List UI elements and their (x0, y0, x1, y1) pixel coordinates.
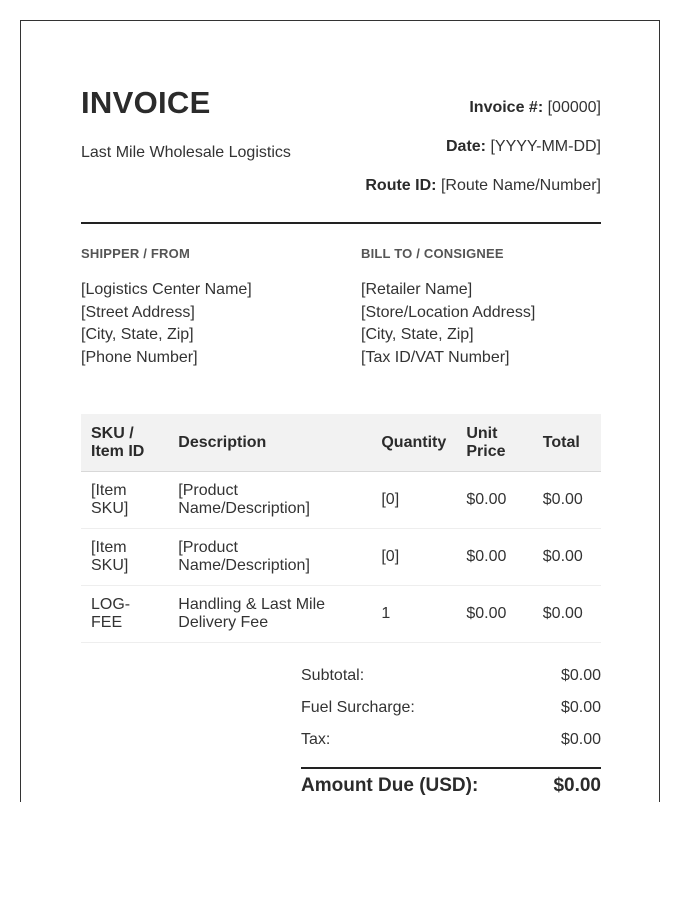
cell-sku: LOG-FEE (81, 586, 168, 643)
cell-sku: [Item SKU] (81, 529, 168, 586)
invoice-meta (365, 98, 601, 215)
cell-total: $0.00 (533, 472, 601, 529)
cell-description: [Product Name/Description] (168, 529, 371, 586)
shipper-line: [City, State, Zip] (81, 326, 194, 343)
invoice-title: INVOICE (81, 85, 211, 120)
table-header-row (81, 414, 601, 472)
invoice-number-row (365, 98, 601, 137)
cell-unit-price: $0.00 (456, 529, 532, 586)
shipper-heading: SHIPPER / FROM (81, 246, 190, 261)
subtotal-row (301, 665, 601, 697)
cell-quantity: [0] (371, 529, 456, 586)
column-header-unit-price: Unit Price (456, 414, 532, 472)
cell-description: [Product Name/Description] (168, 472, 371, 529)
invoice-number-value: [00000] (547, 99, 601, 116)
cell-total: $0.00 (533, 586, 601, 643)
invoice-number-label: Invoice #: (469, 99, 544, 116)
cell-sku: [Item SKU] (81, 472, 168, 529)
cell-quantity: 1 (371, 586, 456, 643)
bill-to-line: [Store/Location Address] (361, 303, 536, 321)
tax-value: $0.00 (560, 731, 601, 748)
totals-divider (301, 767, 601, 769)
shipper-block (81, 246, 341, 369)
cell-description: Handling & Last Mile Delivery Fee (168, 586, 371, 643)
cell-unit-price: $0.00 (456, 472, 532, 529)
cell-unit-price: $0.00 (456, 586, 532, 643)
route-id-row (365, 176, 601, 215)
route-id-value: [Route Name/Number] (440, 177, 601, 194)
cell-total: $0.00 (533, 529, 601, 586)
amount-due-value: $0.00 (553, 775, 601, 796)
bill-to-line: [Retailer Name] (361, 281, 473, 298)
line-items-table (81, 414, 601, 643)
shipper-line: [Logistics Center Name] (81, 281, 252, 298)
fuel-surcharge-value: $0.00 (560, 699, 601, 716)
subtotal-label: Subtotal: (301, 667, 365, 684)
fuel-surcharge-row (301, 697, 601, 729)
table-row (81, 529, 601, 586)
fuel-surcharge-label: Fuel Surcharge: (301, 699, 415, 716)
column-header-quantity: Quantity (371, 414, 456, 472)
invoice-page (20, 20, 660, 802)
table-row (81, 586, 601, 643)
column-header-sku: SKU / Item ID (81, 414, 168, 472)
invoice-date-row (365, 137, 601, 176)
table-row (81, 472, 601, 529)
amount-due-row (301, 775, 601, 797)
company-name: Last Mile Wholesale Logistics (81, 144, 291, 161)
totals-block (301, 665, 601, 797)
route-id-label: Route ID: (365, 177, 437, 194)
subtotal-value: $0.00 (560, 667, 601, 684)
invoice-date-value: [YYYY-MM-DD] (490, 138, 601, 155)
bill-to-line: [City, State, Zip] (361, 326, 474, 343)
shipper-line: [Street Address] (81, 303, 195, 321)
invoice-date-label: Date: (446, 138, 487, 155)
bill-to-heading: BILL TO / CONSIGNEE (361, 246, 504, 261)
tax-label: Tax: (301, 731, 331, 748)
amount-due-label: Amount Due (USD): (301, 775, 479, 796)
column-header-total: Total (533, 414, 601, 472)
column-header-description: Description (168, 414, 371, 472)
bill-to-line: [Tax ID/VAT Number] (361, 348, 510, 366)
cell-quantity: [0] (371, 472, 456, 529)
header-divider (81, 222, 601, 224)
bill-to-block (361, 246, 621, 369)
tax-row (301, 729, 601, 761)
shipper-line: [Phone Number] (81, 348, 198, 366)
